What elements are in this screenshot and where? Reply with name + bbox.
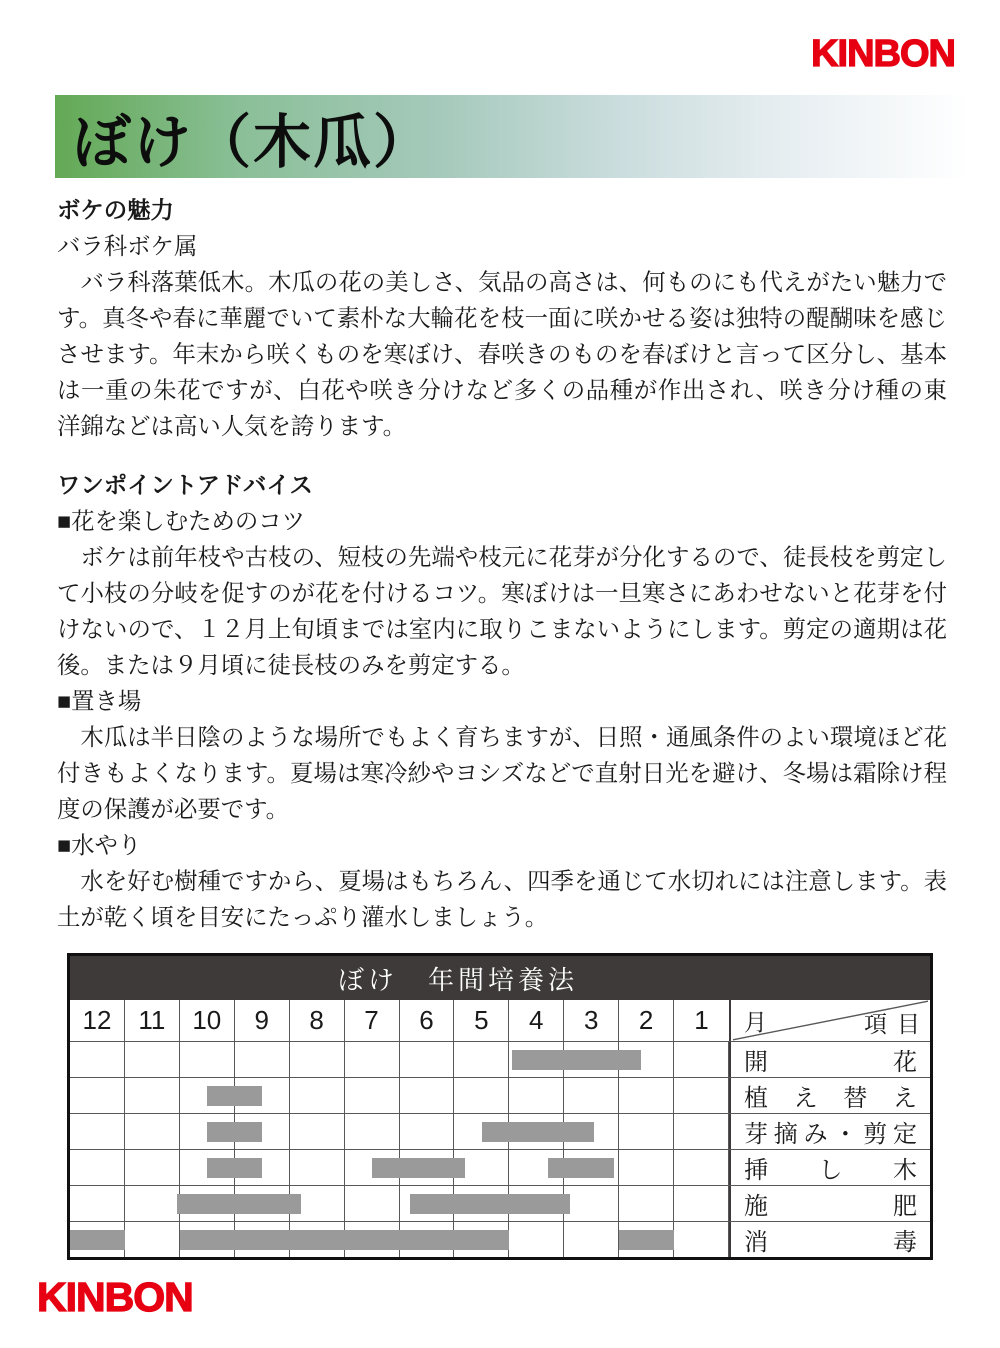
- grid-cell: [70, 1150, 125, 1185]
- advice-body-flowers: ボケは前年枝や古枝の、短枝の先端や枝元に花芽が分化するので、徒長枝を剪定して小枝の分岐を促すのが花を付けるコツ。寒ぼけは一旦寒さにあわせないと花芽を付けないので、１２月上旬頃までは室内に取りこまないようにします。剪定の適期は花後。または９月頃に徒長枝のみを剪定する。: [57, 544, 947, 678]
- activity-bar: [372, 1158, 465, 1178]
- month-header-cell: 11: [125, 1000, 180, 1041]
- grid-cell: [235, 1042, 290, 1077]
- month-header-cell: 1: [694, 1005, 709, 1035]
- grid-cell: [345, 1042, 400, 1077]
- row-label-char: 木: [893, 1157, 917, 1184]
- corner-cell: [729, 1000, 930, 1041]
- calendar-title: ぼけ 年間培養法: [70, 956, 930, 1000]
- grid-cell: [564, 1222, 619, 1257]
- intro-paragraph: バラ科落葉低木。木瓜の花の美しさ、気品の高さは、何ものにも代えがたい魅力です。真冬や春に華麗でいて素朴な大輪花を枝一面に咲かせる姿は独特の醍醐味を感じさせます。年末から咲くものを寒ぼけ、春咲きのものを春ぼけと言って区分し、基本は一重の朱花ですが、白花や咲き分けなど多くの品種が作出され、咲き分け種の東洋錦などは高い人気を誇ります。: [57, 269, 947, 439]
- grid-cell: [70, 1078, 125, 1113]
- row-label-char: 芽: [744, 1121, 768, 1148]
- brand-logo-top: KINBON: [811, 33, 955, 75]
- grid-cell: [345, 1078, 400, 1113]
- calendar-row: [70, 1221, 930, 1257]
- body-content: [57, 192, 947, 935]
- row-label: [729, 1114, 930, 1149]
- month-header-cell: 4: [509, 1000, 564, 1041]
- activity-bar: [619, 1230, 674, 1250]
- activity-bar: [207, 1122, 262, 1142]
- advice-title-flowers: ■花を楽しむためのコツ: [57, 508, 306, 534]
- row-label: [729, 1078, 930, 1113]
- advice-title-watering: ■水やり: [57, 832, 142, 858]
- page-title: ぼけ（木瓜）: [73, 107, 434, 176]
- cultivation-calendar: [67, 953, 933, 1260]
- advice-body-placement: 木瓜は半日陰のような場所でもよく育ちますが、日照・通風条件のよい環境ほど花付きもよくなります。夏場は寒冷紗やヨシズなどで直射日光を避け、冬場は霜除け程度の保護が必要です。: [57, 724, 947, 822]
- grid-cell: [70, 1114, 125, 1149]
- calendar-grid: [70, 1000, 930, 1257]
- month-header-cell: 6: [400, 1000, 455, 1041]
- grid-cell: [125, 1114, 180, 1149]
- grid-cell: [674, 1222, 729, 1257]
- grid-cell: [125, 1150, 180, 1185]
- row-month-cells: [70, 1186, 729, 1221]
- brand-logo-bottom: KINBON: [37, 1274, 193, 1320]
- activity-bar: [548, 1158, 614, 1178]
- calendar-row: [70, 1077, 930, 1113]
- grid-cell: [125, 1222, 180, 1257]
- row-month-cells: [70, 1222, 729, 1257]
- row-label-char: 肥: [893, 1193, 917, 1220]
- title-banner: [55, 95, 970, 178]
- calendar-row: [70, 1149, 930, 1185]
- grid-cell: [125, 1186, 180, 1221]
- row-month-cells: [70, 1114, 729, 1149]
- grid-cell: [619, 1150, 674, 1185]
- row-label-char: え: [892, 1085, 917, 1112]
- corner-item-label: 項目: [864, 1011, 930, 1037]
- row-label-char: え: [793, 1085, 818, 1112]
- row-month-cells: [70, 1078, 729, 1113]
- row-month-cells: [70, 1042, 729, 1077]
- grid-cell: [125, 1078, 180, 1113]
- row-label-char: 剪: [863, 1121, 888, 1148]
- activity-bar: [482, 1122, 595, 1142]
- month-header-cell: 5: [454, 1000, 509, 1041]
- row-label-char: 定: [892, 1121, 917, 1148]
- month-header-cells: [70, 1000, 729, 1041]
- activity-bar: [512, 1050, 641, 1070]
- row-label: [729, 1222, 930, 1257]
- grid-cell: [290, 1150, 345, 1185]
- grid-cell: [400, 1114, 455, 1149]
- advice-body-watering: 水を好む樹種ですから、夏場はもちろん、四季を通じて水切れには注意します。表土が乾く頃を目安にたっぷり灌水しましょう。: [57, 868, 947, 930]
- grid-cell: [674, 1114, 729, 1149]
- grid-cell: [454, 1042, 509, 1077]
- grid-cell: [180, 1042, 235, 1077]
- grid-cell: [674, 1186, 729, 1221]
- row-label-char: 開: [744, 1049, 768, 1076]
- activity-bar: [70, 1230, 125, 1250]
- calendar-row: [70, 1185, 930, 1221]
- corner-month-label: 月: [744, 1009, 767, 1035]
- activity-bar: [207, 1086, 262, 1106]
- grid-cell: [674, 1042, 729, 1077]
- row-label: [729, 1150, 930, 1185]
- row-label-char: 挿: [744, 1157, 768, 1184]
- grid-cell: [619, 1186, 674, 1221]
- grid-cell: [345, 1186, 400, 1221]
- grid-cell: [290, 1042, 345, 1077]
- grid-cell: [509, 1222, 564, 1257]
- row-label-char: 植: [744, 1085, 768, 1112]
- activity-bar: [180, 1230, 510, 1250]
- grid-cell: [674, 1078, 729, 1113]
- grid-cell: [509, 1078, 564, 1113]
- row-label-char: 替: [843, 1085, 868, 1112]
- month-header-cell: 3: [564, 1000, 619, 1041]
- grid-cell: [564, 1078, 619, 1113]
- grid-cell: [564, 1186, 619, 1221]
- month-header-cell: 7: [345, 1000, 400, 1041]
- calendar-row: [70, 1113, 930, 1149]
- grid-cell: [674, 1150, 729, 1185]
- grid-cell: [619, 1078, 674, 1113]
- grid-cell: [290, 1078, 345, 1113]
- calendar-row: [70, 1041, 930, 1077]
- section-heading-charm: ボケの魅力: [57, 197, 174, 223]
- month-header-cell: 12: [70, 1000, 125, 1041]
- grid-cell: [454, 1078, 509, 1113]
- row-label-char: 毒: [893, 1229, 917, 1256]
- activity-bar: [207, 1158, 262, 1178]
- month-header-cell: 10: [180, 1000, 235, 1041]
- row-label: [729, 1186, 930, 1221]
- month-header-cell: 9: [235, 1000, 290, 1041]
- month-header-cell: 8: [290, 1000, 345, 1041]
- row-label-char: 摘: [773, 1121, 798, 1148]
- advice-title-placement: ■置き場: [57, 688, 142, 714]
- row-label-char: み: [803, 1121, 828, 1148]
- section-heading-advice: ワンポイントアドバイス: [57, 472, 313, 498]
- month-header-cell: 2: [619, 1000, 674, 1041]
- grid-cell: [70, 1186, 125, 1221]
- calendar-header-row: [70, 1000, 930, 1041]
- activity-bar: [410, 1194, 569, 1214]
- grid-cell: [70, 1042, 125, 1077]
- grid-cell: [400, 1042, 455, 1077]
- row-label-char: し: [818, 1157, 843, 1184]
- grid-cell: [290, 1114, 345, 1149]
- grid-cell: [345, 1114, 400, 1149]
- row-label-char: 花: [893, 1049, 917, 1076]
- grid-cell: [125, 1042, 180, 1077]
- row-label-char: ・: [833, 1121, 858, 1148]
- row-label-char: 消: [744, 1229, 768, 1256]
- family-line: バラ科ボケ属: [57, 233, 198, 259]
- activity-bar: [177, 1194, 301, 1214]
- row-label-char: 施: [744, 1193, 768, 1220]
- grid-cell: [619, 1114, 674, 1149]
- grid-cell: [400, 1078, 455, 1113]
- row-month-cells: [70, 1150, 729, 1185]
- row-label: [729, 1042, 930, 1077]
